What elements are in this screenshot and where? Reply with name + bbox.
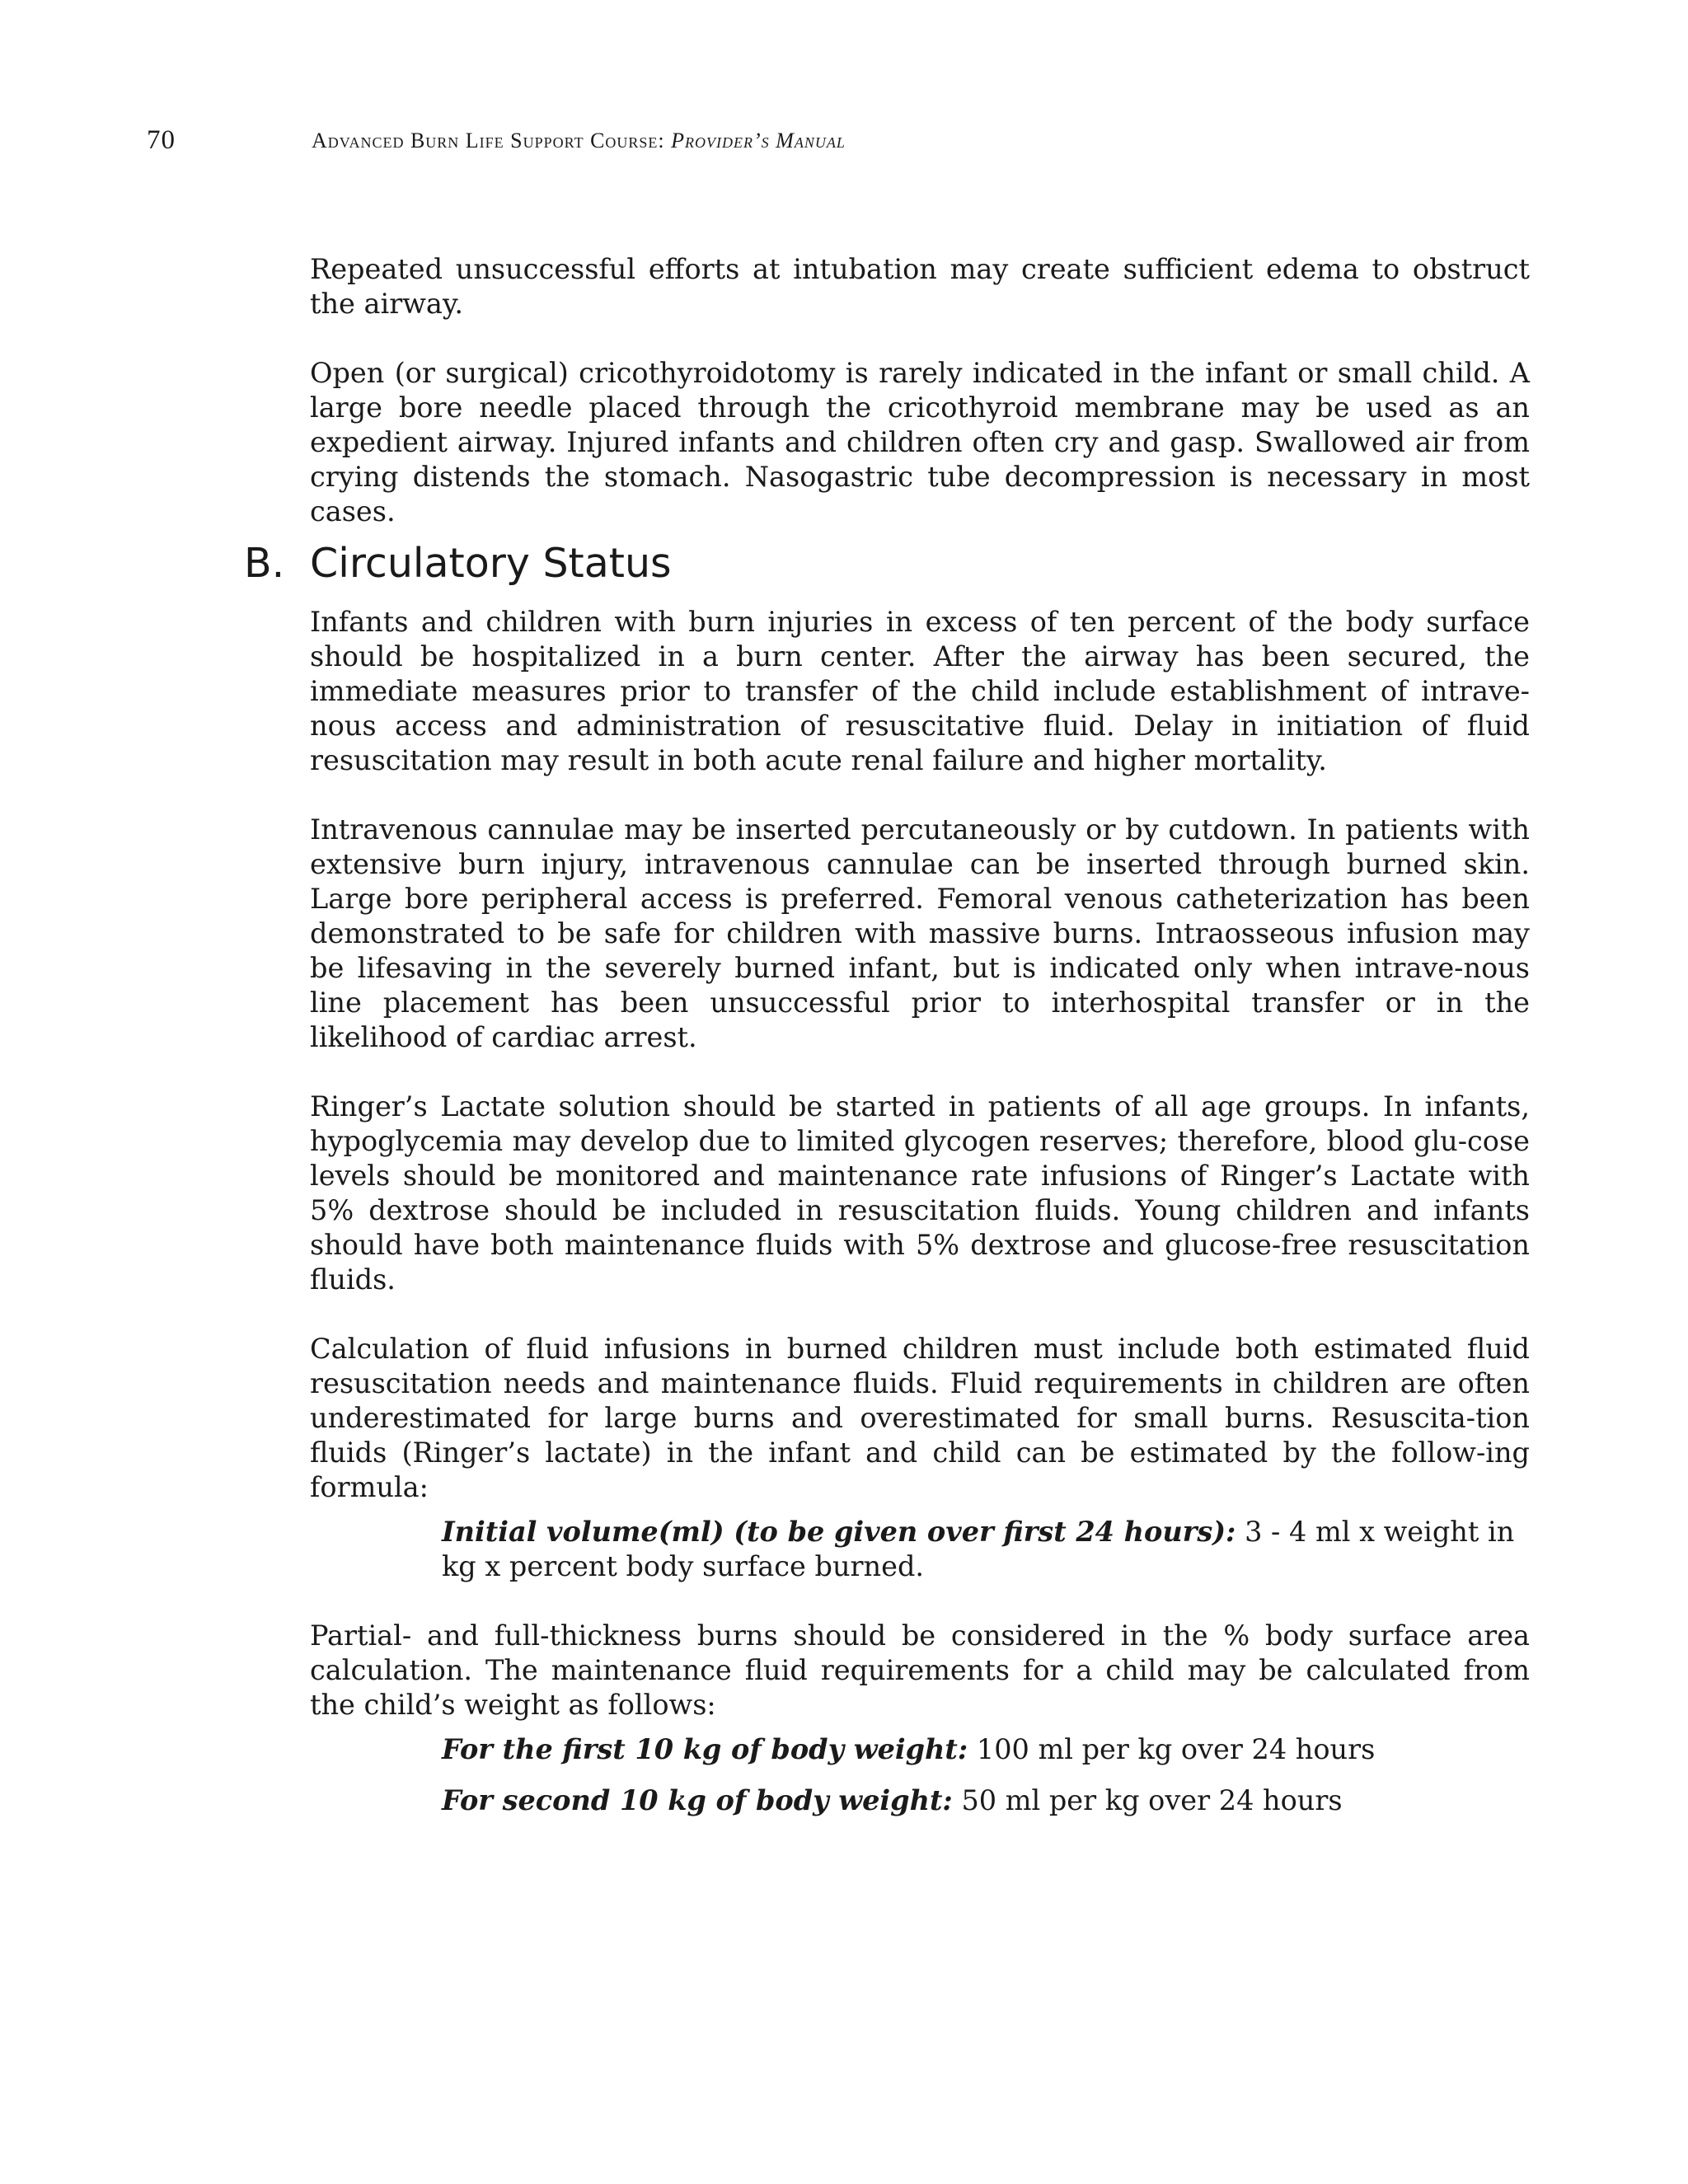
paragraph-ringers-lactate: Ringer’s Lactate solution should be started in patients of all age groups. In infants, hypoglycemia may develop due to limited glycogen reserves; therefore, blood glu-cose levels should be monitored and maintenance rate infusions of Ringer’s Lactate with 5% dextrose should be included in resuscitation fluids. Young children and infants should have both maintenance fluids with 5% dextrose and glucose-free resuscitation fluids. xyxy=(310,1090,1530,1296)
rule-text: 50 ml per kg over 24 hours xyxy=(952,1784,1343,1816)
paragraph-fluid-calculation: Calculation of fluid infusions in burned children must include both estimated fluid resuscitation needs and maintenance fluids. Fluid requirements in children are often underestimated for large burns and overestimated for small burns. Resuscita-tion fluids (Ringer’s lactate) in the infant and child can be estimated by the follow-ing formula: xyxy=(310,1333,1530,1503)
page-number: 70 xyxy=(147,125,176,155)
running-head xyxy=(312,129,846,153)
page-body xyxy=(244,252,1530,1835)
formula-label: Initial volume(ml) (to be given over first 24 hours): xyxy=(442,1516,1236,1548)
paragraph-hospitalization: Infants and children with burn injuries in excess of ten percent of the body surface should be hospitalized in a burn center. After the airway has been secured, the immediate measures prior to transfer of the child include establishment of intrave-nous access and administration of resuscitative fluid. Delay in initiation of fluid resuscitation may result in both acute renal failure and higher mortality. xyxy=(310,606,1530,776)
paragraph-maintenance: Partial- and full-thickness burns should be considered in the % body surface area calculation. The maintenance fluid requirements for a child may be calculated from the child’s weight as follows: xyxy=(310,1619,1530,1721)
paragraph-intravenous-cannulae: Intravenous cannulae may be inserted percutaneously or by cutdown. In patients with extensive burn injury, intravenous cannulae can be inserted through burned skin. Large bore peripheral access is preferred. Femoral venous catheterization has been demonstrated to be safe for children with massive burns. Intraosseous infusion may be lifesaving in the severely burned infant, but is indicated only when intrave-nous line placement has been unsuccessful prior to interhospital transfer or in the likelihood of cardiac arrest. xyxy=(310,813,1530,1053)
running-title: Advanced Burn Life Support Course: xyxy=(312,129,672,152)
formula-text: 3 - 4 ml x weight in kg x percent body surface burned. xyxy=(442,1516,1515,1582)
section-letter: B. xyxy=(244,540,285,587)
maintenance-rule-first-10kg xyxy=(442,1732,1530,1767)
paragraph-intubation: Repeated unsuccessful efforts at intubation may create sufficient edema to obstruct the airway. xyxy=(310,253,1530,320)
formula-initial-volume xyxy=(442,1515,1530,1584)
rule-label: For the first 10 kg of body weight: xyxy=(442,1733,968,1765)
section-title: Circulatory Status xyxy=(310,540,672,587)
page-header xyxy=(147,125,1548,158)
running-subtitle: Provider’s Manual xyxy=(671,129,846,152)
maintenance-rule-second-10kg xyxy=(442,1783,1530,1818)
section-heading xyxy=(244,539,1530,588)
rule-text: 100 ml per kg over 24 hours xyxy=(968,1733,1376,1765)
rule-label: For second 10 kg of body weight: xyxy=(442,1784,953,1816)
paragraph-cricothyroidotomy: Open (or surgical) cricothyroidotomy is rarely indicated in the infant or small child. A large bore needle placed through the cricothyroid membrane may be used as an expedient airway. Injured infants and children often cry and gasp. Swallowed air from crying distends the stomach. Nasogastric tube decompression is necessary in most cases. xyxy=(310,357,1530,527)
